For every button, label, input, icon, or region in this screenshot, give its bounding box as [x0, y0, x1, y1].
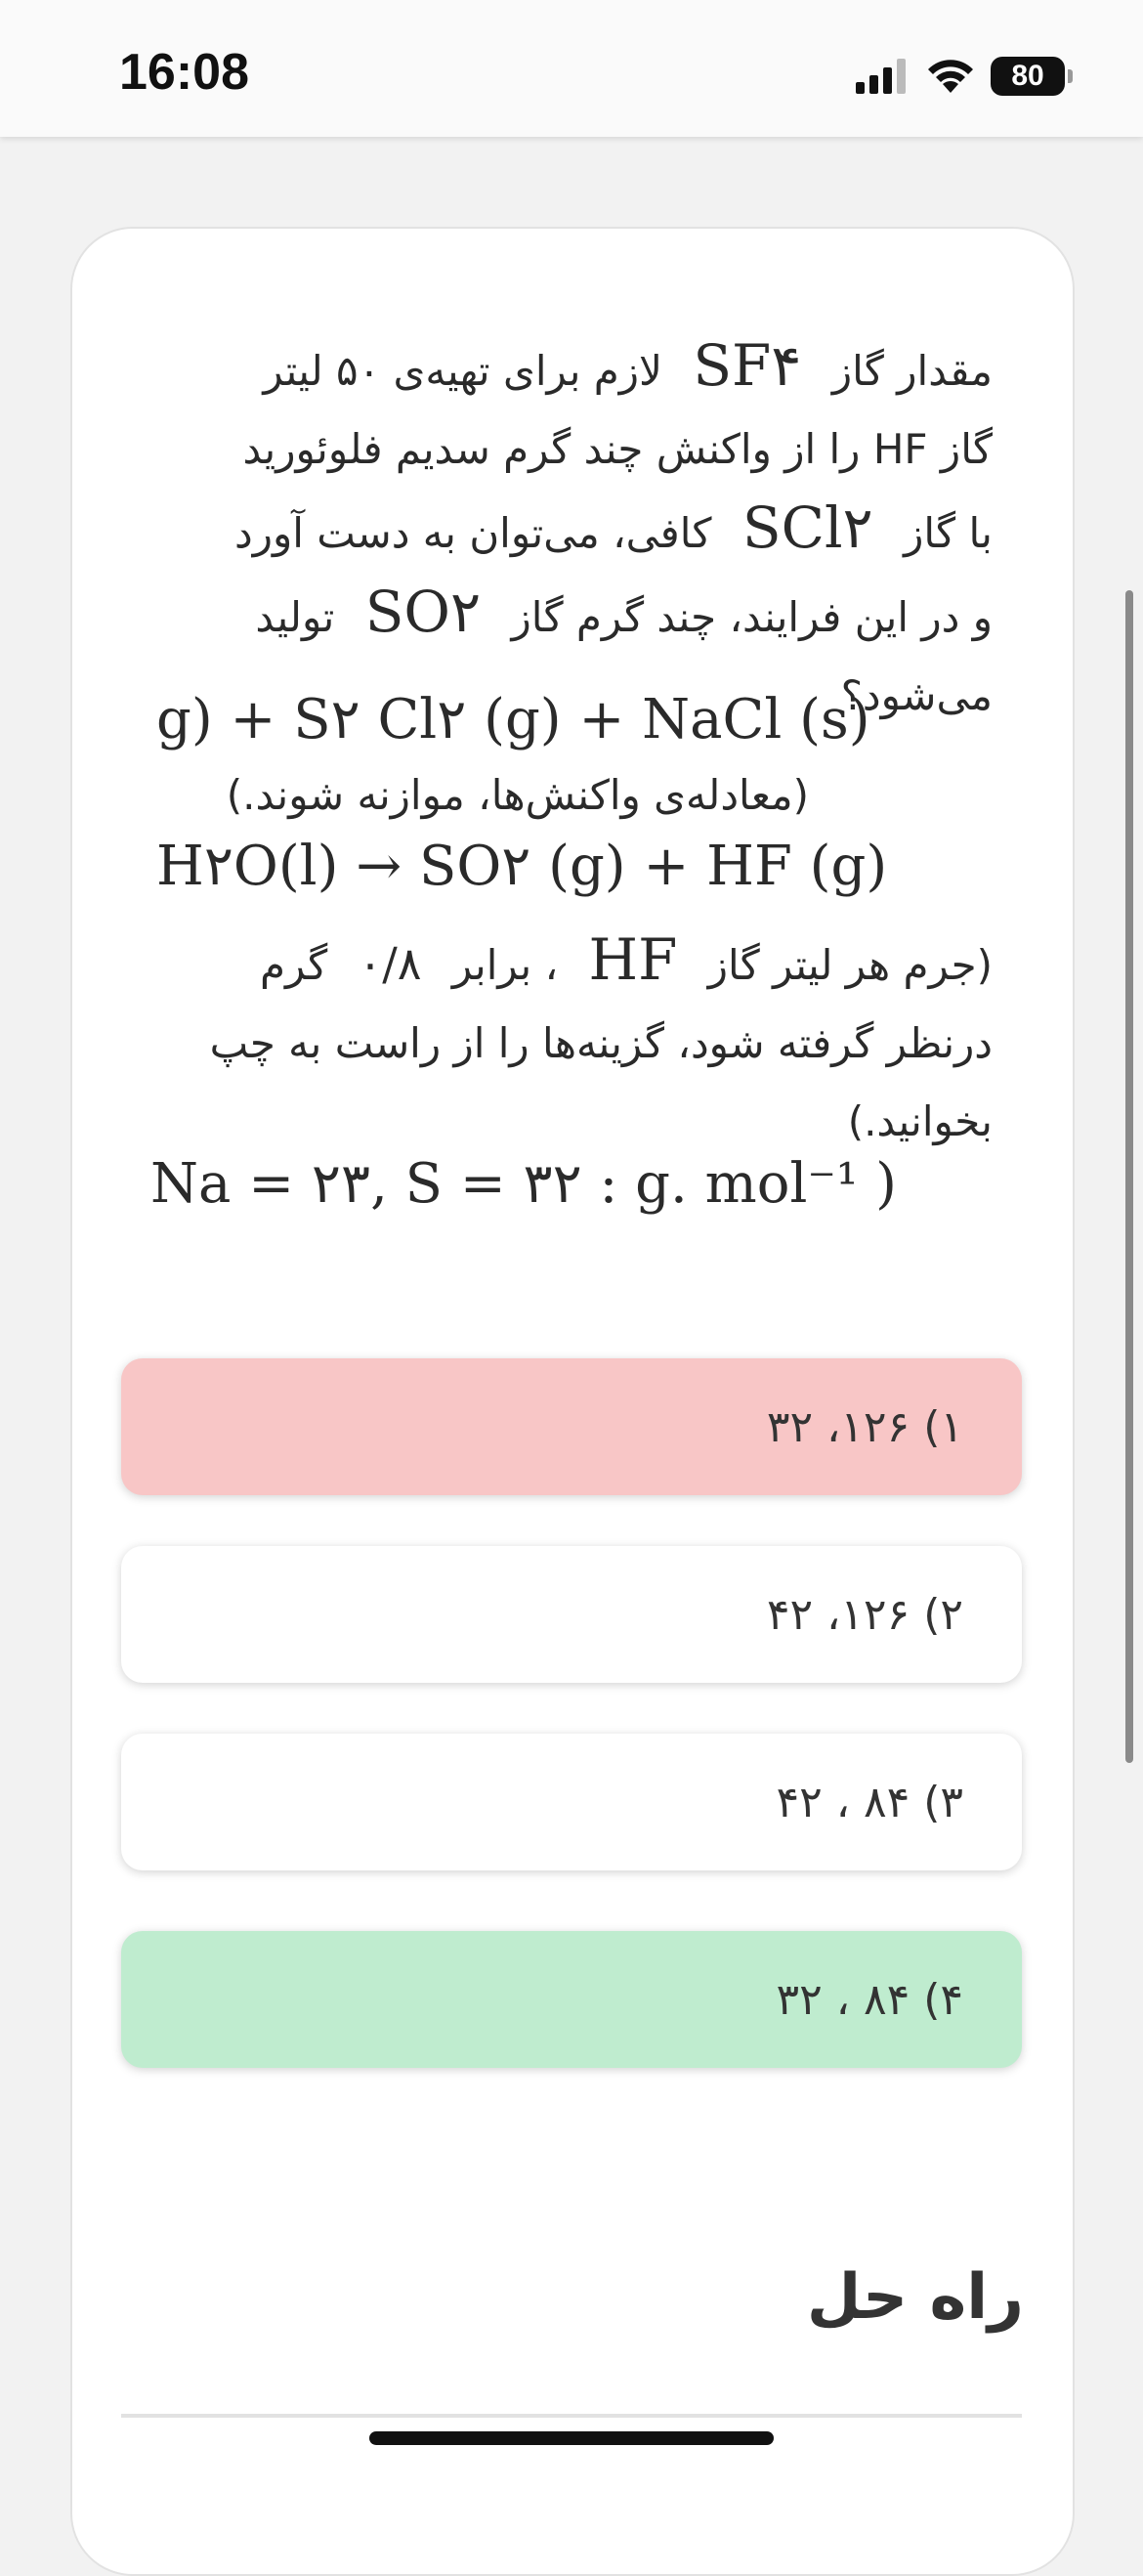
home-indicator[interactable]	[369, 2431, 774, 2445]
status-icons	[856, 55, 1065, 98]
formula-so2: SO۲	[364, 579, 482, 645]
wifi-icon	[926, 58, 975, 95]
formula-scl2: SCl۲	[741, 494, 873, 561]
solution-title: راه حل	[806, 2261, 1024, 2334]
question-line-5: می‌شود؟	[840, 671, 993, 719]
option-4[interactable]	[121, 1931, 1022, 2068]
option-2[interactable]	[121, 1546, 1022, 1683]
note-value: ۰/۸	[358, 937, 422, 990]
option-3-label: ۳) ۸۴ ، ۴۲	[776, 1777, 963, 1827]
status-time: 16:08	[119, 44, 249, 101]
equation-2: H۲O(l) → SO۲ (g) + HF (g)	[156, 835, 888, 898]
question-note	[133, 921, 993, 1161]
note-line-1: (جرم هر لیتر گاز HF ، برابر ۰/۸ گرم	[133, 921, 993, 1005]
question-line-3: با گاز SCl۲ کافی، می‌توان به دست آورد	[162, 489, 993, 573]
signal-icon	[856, 59, 910, 94]
equation-note: (معادله‌ی واکنش‌ها، موازنه شوند.)	[226, 771, 809, 819]
status-bar	[0, 0, 1143, 137]
scrollbar[interactable]	[1125, 590, 1133, 1763]
option-1-label: ۱) ۱۲۶، ۳۲	[766, 1401, 963, 1452]
formula-sf4: SF۴	[693, 332, 802, 399]
battery-icon: 80	[991, 57, 1065, 96]
option-4-label: ۴) ۸۴ ، ۳۲	[776, 1974, 963, 2025]
note-line-2: درنظر گرفته شود، گزینه‌ها را از راست به چپ	[209, 1019, 993, 1067]
question-line-1: مقدار گاز SF۴ لازم برای تهیه‌ی ۵۰ لیتر	[162, 326, 993, 410]
equation-1: g) + S۲ Cl۲ (g) + NaCl (s)	[156, 688, 870, 751]
question-text	[162, 326, 993, 735]
formula-hf: HF	[588, 926, 678, 993]
option-3[interactable]	[121, 1734, 1022, 1870]
note-line-3: بخوانید.)	[847, 1097, 993, 1145]
option-2-label: ۲) ۱۲۶، ۴۲	[766, 1589, 963, 1640]
question-card	[70, 227, 1075, 2576]
question-line-2: گاز HF را از واکنش چند گرم سدیم فلوئورید	[242, 425, 993, 473]
molar-masses: Na = ۲۳, S = ۳۲ : g. mol⁻¹ )	[150, 1152, 898, 1216]
option-1[interactable]	[121, 1358, 1022, 1495]
divider	[121, 2414, 1022, 2418]
question-line-4: و در این فرایند، چند گرم گاز SO۲ تولید	[162, 573, 993, 657]
